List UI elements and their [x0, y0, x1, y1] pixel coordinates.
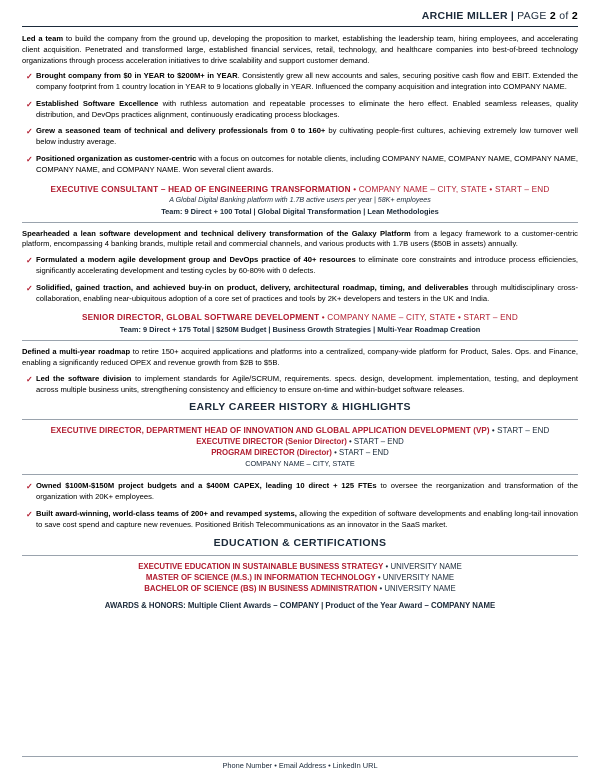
job-title-text: SENIOR DIRECTOR, GLOBAL SOFTWARE DEVELOPMENT	[81, 313, 320, 323]
job-title	[22, 313, 578, 322]
education-degree: MASTER OF SCIENCE (M.S.) IN INFORMATION TECHNOLOGY	[145, 572, 376, 582]
list-item-rest: . Consistently grew all new accounts and sales, securing positive cash flow and EBIT. Extended the company footprint from 1 country location in YEAR to 9 locations globally in YEAR. Influenced the company acquisition and integration into COMPANY NAME.	[36, 71, 578, 92]
list-item	[22, 126, 578, 148]
job-heading-2	[22, 313, 578, 334]
early-role-3-dates: • START – END	[331, 448, 389, 458]
job-title-text: EXECUTIVE CONSULTANT – HEAD OF ENGINEERING TRANSFORMATION	[50, 184, 351, 194]
job2-bullet-list	[22, 374, 578, 396]
list-item-text	[36, 509, 578, 531]
divider	[22, 555, 578, 556]
job1-paragraph	[22, 229, 578, 251]
list-item-text	[36, 374, 578, 396]
list-item-text	[36, 154, 578, 176]
list-item	[22, 481, 578, 503]
job1-paragraph-rest: from a legacy framework to a customer-centric platform, encompassing 4 banking brands, multiple retail and commercial channels, and various products with 1.7B users ($50B in assets) annually.	[22, 228, 578, 249]
divider	[22, 419, 578, 420]
education-item	[22, 584, 578, 593]
education-degree: EXECUTIVE EDUCATION IN SUSTAINABLE BUSINESS STRATEGY	[138, 561, 384, 571]
education-school: UNIVERSITY NAME	[384, 583, 456, 593]
list-item-bold: Built award-winning, world-class teams of 200+ and revamped systems,	[36, 508, 297, 518]
check-icon: ✓	[26, 374, 33, 384]
early-career-headings	[22, 426, 578, 468]
list-item-text	[36, 126, 578, 148]
job-subtitle: A Global Digital Banking platform with 1.7B active users per year | 58K+ employees	[169, 195, 431, 204]
check-icon: ✓	[26, 127, 33, 137]
list-item-bold: Brought company from $0 in YEAR to $200M+ in YEAR	[36, 71, 238, 81]
list-item	[22, 374, 578, 396]
intro-text: to build the company from the ground up, developing the proposition to market, establishing the leadership team, hiring employees, and accelerating client acquisition. Penetrated and transformed large, established financial services, retail, technology, and healthcare companies into best-of-breed technology organizations through process acceleration initiatives to drive scalability and support customer demand.	[22, 34, 578, 65]
job-company-line: • COMPANY NAME – CITY, STATE • START – END	[319, 313, 519, 323]
footer-contact: Phone Number • Email Address • LinkedIn URL	[222, 761, 378, 770]
early-role-1-dates: • START – END	[489, 426, 550, 436]
list-item-text	[36, 99, 578, 121]
early-role-1	[22, 426, 578, 435]
list-item-text	[36, 255, 578, 277]
list-item	[22, 255, 578, 277]
page-label: PAGE	[517, 10, 547, 22]
job2-paragraph-rest: to retire 150+ acquired applications and platforms into a centralized, company-wide platform for Product, Sales. Ops. and Finance, enabling a significantly reduced OPEX and revenue growth from $2B to $5B.	[22, 347, 578, 368]
page-of: of	[559, 10, 569, 22]
education-list	[22, 562, 578, 593]
list-item-bold: Owned $100M-$150M project budgets and a $400M CAPEX, leading 10 direct + 125 FTEs	[36, 481, 377, 491]
list-item-rest: allowing the expedition of software developments and enabling long-tail innovation to save cost spend and capture new revenues. Positioned British Telecommunications as an innovator in the SaaS market.	[36, 508, 578, 529]
early-role-2-dates: • START – END	[346, 437, 404, 447]
list-item-rest: by cultivating people-first cultures, achieving extremely low turnover well below industry average.	[36, 126, 578, 147]
divider	[22, 340, 578, 341]
education-degree: BACHELOR OF SCIENCE (BS) IN BUSINESS ADMINISTRATION	[144, 583, 378, 593]
top-bullet-list	[22, 71, 578, 175]
job-heading-1	[22, 185, 578, 216]
page-total: 2	[571, 10, 578, 22]
early-role-2	[22, 437, 578, 446]
list-item	[22, 99, 578, 121]
job2-paragraph	[22, 347, 578, 369]
list-item	[22, 283, 578, 305]
check-icon: ✓	[26, 283, 33, 293]
early-company-location: COMPANY NAME – CITY, STATE	[245, 459, 355, 469]
job1-bullet-list	[22, 255, 578, 304]
candidate-name: ARCHIE MILLER	[421, 10, 508, 22]
check-icon: ✓	[26, 256, 33, 266]
list-item-bold: Led the software division	[36, 373, 132, 383]
intro-lead: Led a team	[22, 34, 64, 43]
awards-honors: AWARDS & HONORS: Multiple Client Awards – COMPANY | Product of the Year Award – COMPANY NAME	[104, 600, 496, 610]
list-item-rest: through multidisciplinary cross-collaboration, enabling near-ubiquitous adoption of a core set of practices and tools by 2K+ developers and testers in the UK and India.	[36, 282, 578, 303]
early-role-3-title: PROGRAM DIRECTOR (Director)	[211, 448, 332, 458]
list-item-bold: Formulated a modern agile development group and DevOps practice of 40+ resources	[36, 255, 356, 265]
education-sep: •	[377, 583, 385, 593]
job-company-line: • COMPANY NAME – CITY, STATE • START – END	[350, 184, 550, 194]
list-item-bold: Positioned organization as customer-centric	[36, 154, 197, 164]
list-item-bold: Established Software Excellence	[36, 98, 159, 108]
list-item-text	[36, 481, 578, 503]
education-item	[22, 562, 578, 571]
early-role-1-title: EXECUTIVE DIRECTOR, DEPARTMENT HEAD OF INNOVATION AND GLOBAL APPLICATION DEVELOPMENT (VP)	[50, 426, 490, 436]
education-sep: •	[383, 561, 391, 571]
job2-paragraph-bold: Defined a multi-year roadmap	[22, 347, 131, 357]
education-item	[22, 573, 578, 582]
intro-paragraph	[22, 34, 578, 66]
page-current: 2	[549, 10, 557, 22]
list-item-bold: Solidified, gained traction, and achieved buy-in on product, delivery, architectural roadmap, timing, and deliverables	[36, 282, 469, 292]
list-item-rest: to oversee the reorganization and transformation of the organization with 20K+ employees.	[36, 481, 578, 502]
early-career-bullet-list	[22, 481, 578, 530]
footer-divider	[22, 756, 578, 757]
list-item-bold: Grew a seasoned team of technical and delivery professionals from 0 to 160+	[36, 126, 326, 136]
check-icon: ✓	[26, 482, 33, 492]
check-icon: ✓	[26, 99, 33, 109]
job1-paragraph-bold: Spearheaded a lean software development and technical delivery transformation of the Galaxy Platform	[22, 228, 411, 238]
list-item-text	[36, 71, 578, 93]
list-item	[22, 71, 578, 93]
list-item-rest: with ruthless automation and repeatable processes to eliminate the hero effect. Enabled seamless releases, quality distribution, and DevOps practices alignment, continuously eradicating process blockages.	[36, 98, 578, 119]
education-school: UNIVERSITY NAME	[390, 561, 462, 571]
page-header	[22, 10, 578, 27]
page-footer	[0, 752, 600, 770]
check-icon: ✓	[26, 72, 33, 82]
list-item-text	[36, 283, 578, 305]
list-item-rest: with a focus on outcomes for notable clients, including COMPANY NAME, COMPANY NAME, COMPANY NAME, COMPANY NAME, and COMPANY NAME. Won several client awards.	[36, 154, 578, 174]
education-school: UNIVERSITY NAME	[382, 572, 455, 582]
list-item-rest: to implement standards for Agile/SCRUM, requirements. specs. design, development. implementation, testing, and deployment across multiple business units, strengthening consistency and efficiency to ensure on-time and within-budget software releases.	[36, 373, 579, 394]
list-item	[22, 154, 578, 176]
early-role-2-title: EXECUTIVE DIRECTOR (Senior Director)	[196, 437, 347, 447]
check-icon: ✓	[26, 155, 33, 165]
job-meta: Team: 9 Direct + 100 Total | Global Digital Transformation | Lean Methodologies	[161, 206, 439, 216]
early-role-3	[22, 448, 578, 457]
header-separator: |	[510, 10, 515, 22]
list-item-rest: to eliminate core constraints and introduce process efficiencies, significantly accelerating development and testing cycles by 60-80% with 0 defects.	[36, 255, 578, 275]
job-meta: Team: 9 Direct + 175 Total | $250M Budget | Business Growth Strategies | Multi-Year Roadmap Creation	[119, 325, 481, 335]
divider	[22, 222, 578, 223]
education-sep: •	[375, 572, 383, 582]
list-item	[22, 509, 578, 531]
section-title-education: EDUCATION & CERTIFICATIONS	[213, 536, 387, 549]
divider	[22, 474, 578, 475]
job-title	[22, 185, 578, 194]
section-title-early-career: EARLY CAREER HISTORY & HIGHLIGHTS	[189, 401, 411, 414]
check-icon: ✓	[26, 509, 33, 519]
